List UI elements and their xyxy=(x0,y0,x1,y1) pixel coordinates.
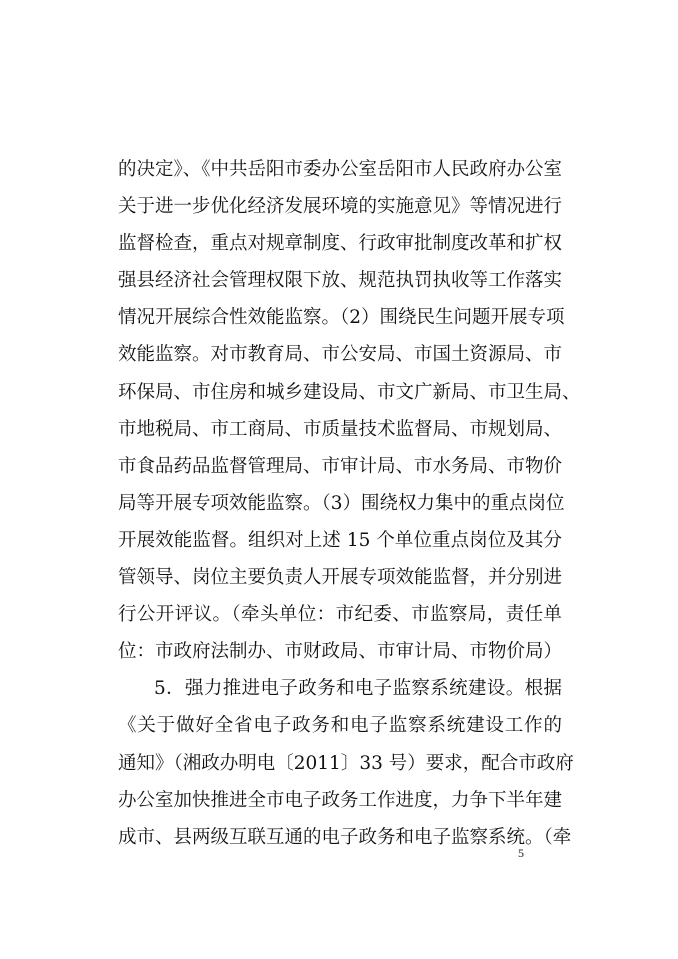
text-line: 行公开评议。（牵头单位：市纪委、市监察局，责任单 xyxy=(118,604,562,626)
text-line: 位：市政府法制办、市财政局、市审计局、市物价局） xyxy=(118,641,563,663)
body-text xyxy=(118,151,581,856)
text-line: 局等开展专项效能监察。（3）围绕权力集中的重点岗位 xyxy=(118,492,565,514)
text-line: 情况开展综合性效能监察。（2）围绕民生问题开展专项 xyxy=(118,307,565,329)
text-line: 强县经济社会管理权限下放、规范执罚执收等工作落实 xyxy=(118,270,563,292)
text-line: 市地税局、市工商局、市质量技术监督局、市规划局、 xyxy=(118,418,563,440)
text-line: 环保局、市住房和城乡建设局、市文广新局、市卫生局、 xyxy=(118,381,581,403)
text-line: 管领导、岗位主要负责人开展专项效能监督，并分别进 xyxy=(118,567,563,589)
text-line: 效能监察。对市教育局、市公安局、市国土资源局、市 xyxy=(118,344,563,366)
text-line: 通知》（湘政办明电〔2011〕33 号）要求，配合市政府 xyxy=(118,752,574,774)
page-number: 5 xyxy=(518,846,524,860)
text-line: 开展效能监督。组织对上述 15 个单位重点岗位及其分 xyxy=(118,529,562,551)
text-line: 《关于做好全省电子政务和电子监察系统建设工作的 xyxy=(118,715,562,737)
text-line: 关于进一步优化经济发展环境的实施意见》等情况进行 xyxy=(118,196,563,218)
text-line: 成市、县两级互联互通的电子政务和电子监察系统。（牵 xyxy=(118,826,572,848)
section-heading-line: 5．强力推进电子政务和电子监察系统建设。根据 xyxy=(154,678,562,700)
text-line: 办公室加快推进全市电子政务工作进度，力争下半年建 xyxy=(118,789,563,811)
text-line: 的决定》、《中共岳阳市委办公室岳阳市人民政府办公室 xyxy=(118,159,563,180)
text-line: 监督检查，重点对规章制度、行政审批制度改革和扩权 xyxy=(118,233,563,255)
text-line: 市食品药品监督管理局、市审计局、市水务局、市物价 xyxy=(118,455,563,477)
